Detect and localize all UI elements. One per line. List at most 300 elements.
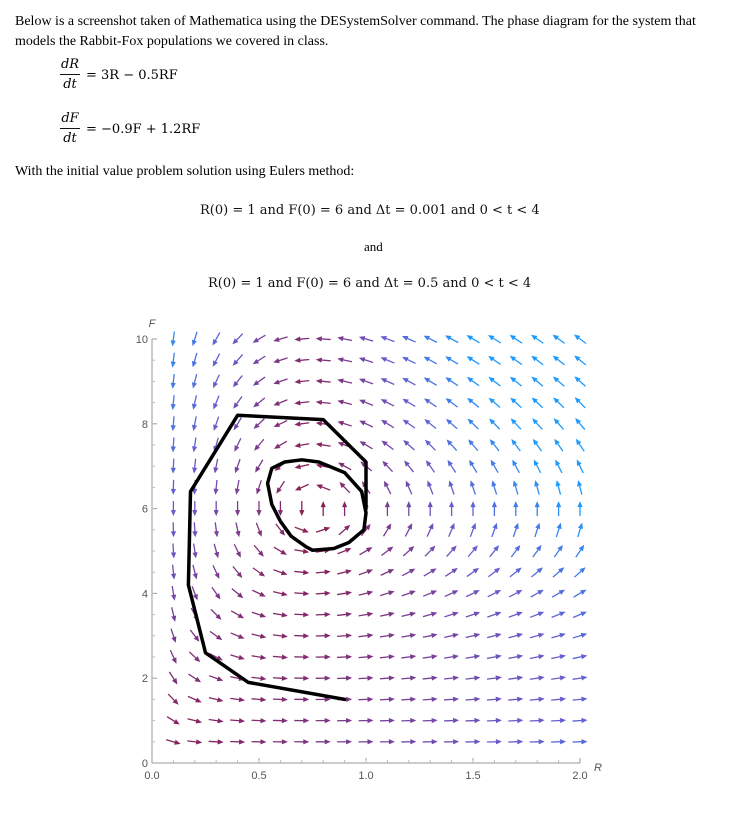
field-arrow-head <box>510 356 516 362</box>
field-arrow-head <box>303 591 309 596</box>
field-arrow <box>445 356 458 364</box>
field-arrow-head <box>346 654 352 659</box>
field-arrow <box>381 420 394 428</box>
field-arrow <box>294 379 309 384</box>
field-arrow <box>466 654 481 659</box>
field-arrow-head <box>516 612 523 617</box>
field-arrow <box>316 612 331 617</box>
field-arrow <box>337 400 351 405</box>
field-arrow <box>337 379 352 384</box>
field-arrow <box>535 501 540 516</box>
field-arrow-head <box>303 718 309 723</box>
field-arrow-head <box>195 677 201 682</box>
field-arrow-head <box>171 446 176 452</box>
field-arrow <box>171 332 176 347</box>
field-arrow-head <box>303 697 309 702</box>
field-arrow <box>534 460 541 473</box>
field-arrow <box>425 440 436 451</box>
field-arrow <box>380 675 395 680</box>
field-arrow <box>299 501 304 516</box>
field-arrow-head <box>432 718 438 723</box>
field-arrow <box>273 358 287 363</box>
field-arrow <box>316 633 331 638</box>
field-arrow <box>213 459 218 474</box>
field-arrow <box>469 460 477 473</box>
field-arrow <box>232 589 244 599</box>
field-arrow <box>573 654 588 659</box>
field-arrow <box>511 545 520 557</box>
y-tick-label: 2 <box>141 673 148 686</box>
field-arrow-head <box>346 591 352 596</box>
field-arrow <box>274 441 287 449</box>
x-axis-label: R <box>594 762 602 774</box>
field-arrow-head <box>539 739 545 744</box>
field-arrow <box>487 718 502 723</box>
field-arrow-head <box>428 501 433 507</box>
field-arrow <box>189 674 202 682</box>
field-arrow-head <box>325 654 331 659</box>
field-arrow <box>551 675 566 680</box>
field-arrow-head <box>253 359 259 364</box>
field-arrow-head <box>213 467 218 473</box>
field-arrow-head <box>557 545 563 551</box>
field-arrow-head <box>367 569 374 574</box>
field-arrow <box>253 398 265 407</box>
field-arrow <box>403 440 414 450</box>
field-arrow-head <box>559 633 565 638</box>
field-arrow-head <box>346 612 352 617</box>
field-arrow <box>488 377 500 386</box>
field-arrow-head <box>196 718 202 723</box>
field-arrow-head <box>192 382 197 388</box>
field-arrow-head <box>445 377 451 382</box>
field-arrow-head <box>432 697 438 702</box>
x-tick-label: 1.0 <box>358 770 374 782</box>
field-arrow <box>552 612 566 618</box>
field-arrow <box>294 612 309 617</box>
field-arrow-head <box>517 654 523 659</box>
field-arrow <box>508 739 523 744</box>
field-arrow-head <box>171 383 176 389</box>
field-arrow-head <box>426 460 432 466</box>
field-arrow <box>171 544 176 559</box>
field-arrow-head <box>474 612 481 617</box>
field-arrow <box>235 459 240 473</box>
field-arrow <box>510 568 522 577</box>
field-arrow <box>381 569 395 575</box>
field-arrow <box>551 633 565 638</box>
field-arrow <box>401 739 416 744</box>
field-arrow-head <box>431 612 437 617</box>
field-arrow <box>171 501 176 516</box>
field-arrow-head <box>432 739 438 744</box>
field-arrow-head <box>556 480 561 486</box>
field-arrow-head <box>282 718 288 723</box>
field-arrow <box>342 501 347 516</box>
field-arrow <box>575 397 586 408</box>
field-arrow <box>321 501 326 516</box>
field-arrow <box>554 439 563 451</box>
field-arrow <box>406 481 412 495</box>
field-arrow-head <box>431 675 437 680</box>
field-arrow-head <box>273 358 280 363</box>
field-arrow-head <box>492 523 497 530</box>
field-arrow <box>530 675 545 680</box>
field-arrow <box>487 675 502 680</box>
field-arrow-head <box>581 633 587 638</box>
field-arrow <box>446 398 458 407</box>
field-arrow-head <box>256 488 261 495</box>
field-arrow-head <box>273 401 280 406</box>
field-arrow <box>170 650 176 664</box>
field-arrow-head <box>256 510 261 516</box>
field-arrow <box>316 569 331 574</box>
field-arrow-head <box>192 403 197 409</box>
field-arrow-head <box>388 633 394 638</box>
field-arrow <box>230 739 245 744</box>
field-arrow <box>193 565 198 580</box>
field-arrow <box>171 586 176 601</box>
field-arrow-head <box>171 361 176 367</box>
field-arrow-head <box>470 501 475 507</box>
field-arrow <box>428 501 433 516</box>
field-arrow <box>406 501 411 516</box>
field-arrow-head <box>410 633 416 638</box>
field-arrow-head <box>431 590 438 595</box>
field-arrow-head <box>260 655 266 660</box>
field-arrow-head <box>424 398 430 404</box>
field-arrow <box>233 396 242 408</box>
field-arrow-head <box>410 739 416 744</box>
field-arrow-head <box>581 718 587 723</box>
field-arrow <box>426 460 435 472</box>
field-arrow-head <box>534 480 539 486</box>
field-arrow <box>578 523 583 537</box>
field-arrow <box>487 633 502 638</box>
field-arrow-head <box>346 676 352 681</box>
field-arrow-head <box>192 531 197 537</box>
field-arrow <box>404 460 413 472</box>
field-arrow <box>556 501 561 516</box>
field-arrow-head <box>389 718 395 723</box>
field-arrow <box>530 718 545 723</box>
field-arrow-head <box>282 655 288 660</box>
field-arrow <box>253 335 266 343</box>
field-arrow <box>294 697 309 702</box>
field-arrow <box>252 739 267 744</box>
field-arrow-head <box>451 568 457 573</box>
field-arrow-head <box>192 510 197 516</box>
field-arrow <box>444 718 459 723</box>
field-arrow <box>447 439 457 450</box>
field-arrow <box>423 739 438 744</box>
field-arrow <box>233 566 242 578</box>
field-arrow <box>214 501 219 516</box>
field-arrow-head <box>260 739 266 744</box>
field-arrow <box>423 718 438 723</box>
field-arrow <box>316 591 331 596</box>
field-arrow <box>169 672 177 685</box>
field-arrow <box>466 612 480 617</box>
field-arrow-head <box>346 718 352 723</box>
field-arrow <box>337 421 351 426</box>
field-arrow <box>211 609 222 620</box>
field-arrow <box>294 570 309 575</box>
field-arrow-head <box>560 675 566 680</box>
field-arrow <box>444 739 459 744</box>
field-arrow <box>273 612 288 617</box>
field-arrow <box>316 442 331 447</box>
field-arrow <box>573 697 588 702</box>
field-arrow-head <box>259 571 265 577</box>
field-arrow-head <box>213 489 218 495</box>
field-arrow <box>212 587 221 599</box>
field-arrow-head <box>294 358 300 363</box>
field-arrow <box>427 480 433 494</box>
field-arrow-head <box>213 424 218 431</box>
field-arrow <box>380 718 395 723</box>
field-arrow <box>316 357 331 362</box>
field-arrow-head <box>338 442 345 447</box>
field-arrow-head <box>299 510 304 516</box>
field-arrow-head <box>427 480 432 487</box>
field-arrow-head <box>325 718 331 723</box>
field-arrow <box>551 739 566 744</box>
field-arrow-head <box>577 480 582 486</box>
field-arrow <box>401 654 416 659</box>
field-arrow-head <box>410 675 416 680</box>
field-arrow <box>337 612 352 617</box>
field-arrow-head <box>253 380 259 386</box>
field-arrow-head <box>235 467 240 474</box>
field-arrow <box>574 567 585 577</box>
field-arrow <box>509 633 523 638</box>
field-arrow <box>380 357 394 363</box>
field-arrow <box>380 612 395 617</box>
field-arrow-head <box>276 487 281 493</box>
field-arrow-head <box>218 739 224 744</box>
field-arrow <box>385 501 390 516</box>
field-arrow <box>209 676 223 681</box>
field-arrow-head <box>337 357 343 362</box>
ivp-text: With the initial value problem solution using Eulers method: <box>15 164 355 179</box>
x-tick-label: 0.0 <box>144 770 160 782</box>
field-arrow <box>214 522 219 537</box>
field-arrow-head <box>385 501 390 507</box>
field-arrow <box>192 459 197 474</box>
field-arrow <box>449 480 454 494</box>
field-arrow-head <box>303 612 309 617</box>
field-arrow-head <box>448 460 453 466</box>
field-arrow <box>192 395 197 410</box>
field-arrow <box>273 400 287 406</box>
field-arrow <box>192 501 197 516</box>
field-arrow-head <box>367 739 373 744</box>
field-arrow <box>554 545 563 557</box>
field-arrow-head <box>359 357 366 362</box>
field-arrow <box>253 356 266 364</box>
field-arrow-head <box>282 633 288 638</box>
field-arrow <box>380 739 395 744</box>
field-arrow-head <box>303 654 309 659</box>
field-arrow <box>444 654 459 659</box>
field-arrow <box>274 547 287 555</box>
field-arrow-head <box>216 635 222 641</box>
field-arrow-head <box>496 739 502 744</box>
field-arrow <box>448 460 456 473</box>
field-arrow <box>234 438 240 452</box>
field-arrow <box>337 591 352 596</box>
field-arrow <box>230 718 245 723</box>
field-arrow <box>187 739 202 744</box>
field-arrow <box>402 399 415 407</box>
field-arrow <box>316 739 331 744</box>
field-arrow <box>488 568 500 577</box>
field-arrow <box>553 376 564 386</box>
field-arrow <box>171 522 176 537</box>
field-arrow <box>380 654 395 659</box>
y-tick-label: 6 <box>141 503 148 516</box>
field-arrow <box>533 545 542 557</box>
field-arrow-head <box>294 379 300 384</box>
field-arrow <box>513 523 518 537</box>
field-arrow <box>316 484 330 490</box>
field-arrow <box>316 336 331 341</box>
field-arrow <box>490 545 499 557</box>
field-arrow-head <box>579 545 585 551</box>
field-arrow <box>337 676 352 681</box>
field-arrow <box>445 590 459 596</box>
field-arrow-head <box>316 421 322 426</box>
field-arrow <box>405 523 412 536</box>
field-arrow-head <box>560 718 566 723</box>
field-arrow-head <box>538 612 545 617</box>
field-arrow-head <box>215 593 221 599</box>
field-arrow <box>255 460 263 473</box>
field-arrow <box>274 421 288 427</box>
field-arrow-head <box>531 335 537 341</box>
field-arrow-head <box>474 718 480 723</box>
field-arrow-head <box>495 633 501 638</box>
field-arrow <box>359 336 373 341</box>
field-arrow-head <box>517 697 523 702</box>
field-arrow <box>209 718 224 723</box>
field-arrow <box>359 400 373 406</box>
field-arrow <box>402 569 415 576</box>
field-arrow <box>171 480 176 495</box>
field-arrow <box>508 654 523 659</box>
field-arrow <box>339 482 349 493</box>
field-arrow <box>556 523 561 537</box>
field-arrow <box>508 675 523 680</box>
field-arrow <box>551 718 566 723</box>
field-arrow-head <box>581 654 587 659</box>
field-arrow <box>213 417 218 431</box>
field-arrow <box>166 740 180 745</box>
field-arrow <box>403 419 415 428</box>
field-arrow <box>444 675 459 680</box>
field-arrow-head <box>359 400 366 405</box>
field-arrow <box>360 547 373 555</box>
field-arrow-head <box>495 612 502 617</box>
field-arrow-head <box>453 718 459 723</box>
field-arrow <box>423 633 438 638</box>
field-arrow-head <box>214 552 219 558</box>
field-arrow <box>573 612 587 618</box>
field-arrow <box>232 334 242 345</box>
field-arrow <box>427 523 433 537</box>
field-arrow-head <box>196 739 202 744</box>
intro-line-2: models the Rabbit-Fox populations we covered in class. <box>15 34 329 49</box>
field-arrow-head <box>491 480 496 486</box>
field-arrow <box>425 546 436 557</box>
field-arrow <box>294 337 309 342</box>
field-arrow <box>294 400 309 405</box>
field-arrow <box>380 590 394 595</box>
field-arrow <box>508 718 523 723</box>
field-arrow-head <box>470 480 475 487</box>
field-arrow <box>444 697 459 702</box>
field-arrow <box>530 633 544 638</box>
field-arrow-head <box>453 739 459 744</box>
field-arrow <box>273 337 287 342</box>
field-arrow-head <box>474 633 480 638</box>
field-arrow <box>167 717 180 725</box>
field-arrow <box>444 612 458 617</box>
field-arrow <box>470 501 475 516</box>
field-arrow-head <box>294 443 300 448</box>
y-tick-label: 0 <box>141 758 148 770</box>
field-arrow <box>359 612 374 617</box>
field-arrow <box>553 335 565 344</box>
condition-line-1: R(0) = 1 and F(0) = 6 and Δt = 0.001 and 0 < t < 4 <box>200 203 540 218</box>
field-arrow-head <box>474 654 480 659</box>
field-arrow <box>338 463 351 470</box>
field-arrow-head <box>367 676 373 681</box>
field-arrow <box>273 676 288 681</box>
field-arrow-head <box>538 697 544 702</box>
field-arrow <box>466 697 481 702</box>
field-arrow <box>168 694 178 705</box>
eq2-numerator: dF <box>61 111 79 126</box>
field-arrow <box>384 523 392 536</box>
field-arrow <box>445 377 458 385</box>
field-arrow-head <box>337 400 343 405</box>
field-arrow-head <box>239 739 245 744</box>
field-arrow <box>192 416 197 431</box>
field-arrow <box>252 612 266 617</box>
field-arrow <box>294 739 309 744</box>
field-arrow <box>214 544 219 558</box>
field-arrow <box>487 612 501 617</box>
field-arrow <box>359 739 374 744</box>
field-arrow <box>231 611 244 619</box>
field-arrow <box>171 607 176 622</box>
field-arrow-head <box>560 654 566 659</box>
field-arrow <box>466 675 481 680</box>
field-arrow <box>210 631 222 640</box>
field-arrow <box>470 523 476 537</box>
field-arrow-head <box>449 501 454 507</box>
field-arrow-head <box>449 480 454 487</box>
field-arrow <box>424 568 437 576</box>
field-arrow <box>337 569 352 574</box>
field-arrow <box>556 480 561 494</box>
field-arrow <box>235 480 240 495</box>
field-arrow-head <box>538 654 544 659</box>
field-arrow <box>466 590 480 596</box>
field-arrow <box>402 590 416 595</box>
